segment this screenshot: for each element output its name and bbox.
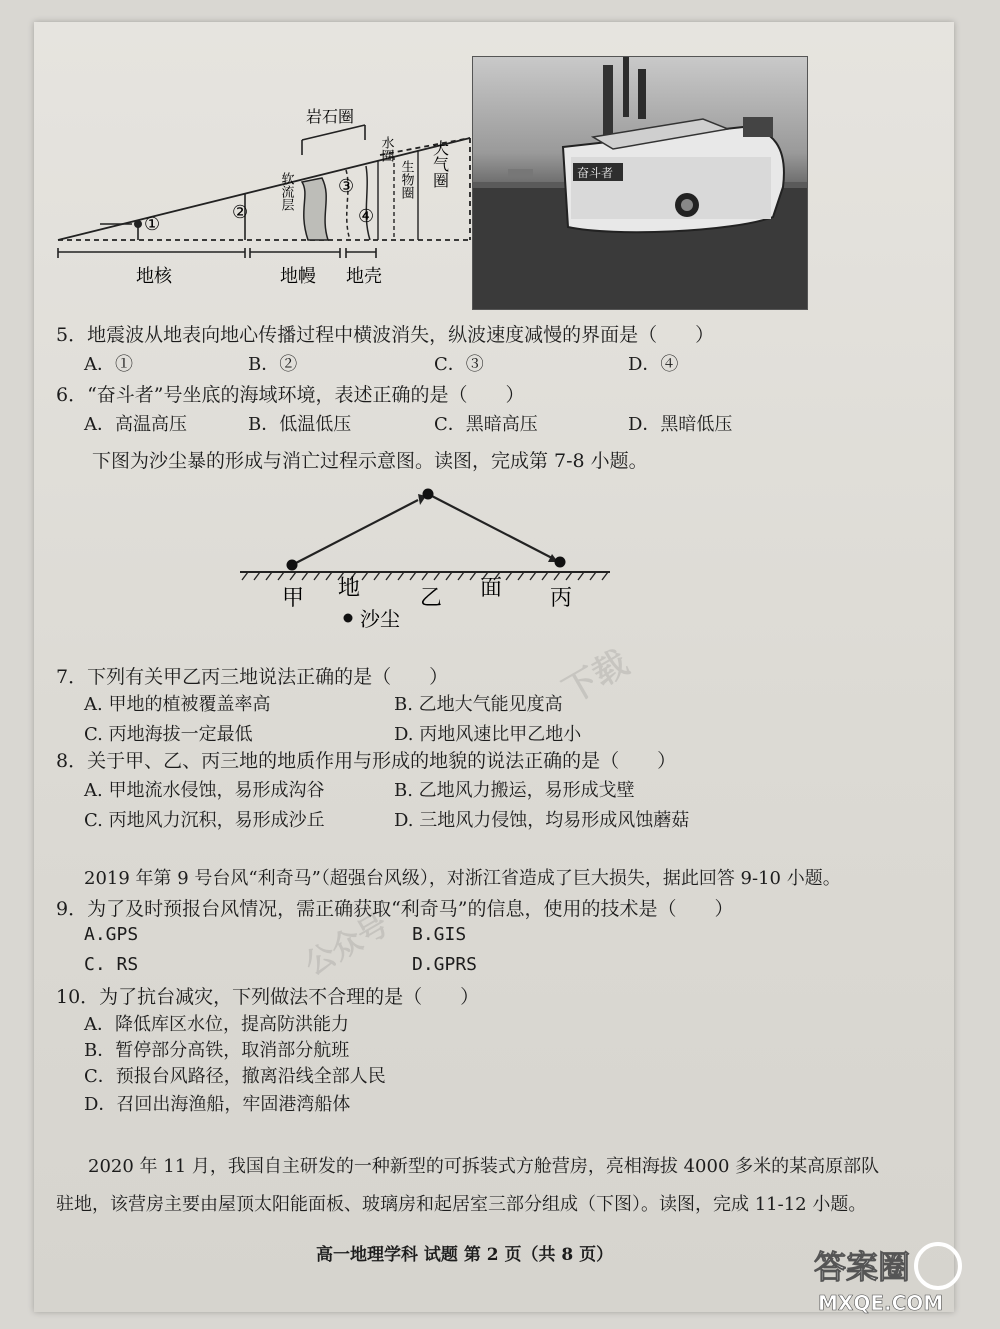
marker-1: ① [144, 214, 161, 235]
q9-option-b[interactable]: B.GIS [412, 924, 467, 945]
submersible-photo [472, 56, 808, 310]
q5-option-b[interactable]: B．② [248, 354, 298, 375]
marker-4: ④ [358, 206, 375, 227]
hydrosphere-label: 水圈 [378, 136, 394, 162]
atmosphere-label: 大气圈 [430, 140, 450, 188]
q9-option-a[interactable]: A.GPS [84, 924, 139, 945]
q8-stem: 8．关于甲、乙、丙三地的地质作用与形成的地貌的说法正确的是（ ） [56, 750, 677, 772]
logo-url: MXQE.COM [818, 1291, 944, 1315]
intro-9-10: 2019 年第 9 号台风“利奇马”（超强台风级），对浙江省造成了巨大损失，据此回答 9-10 小题。 [84, 868, 841, 889]
q6-option-d[interactable]: D．黑暗低压 [628, 414, 733, 435]
logo-main: 答案圈 [814, 1248, 911, 1286]
sandstorm-diagram [230, 480, 630, 640]
q9-option-d[interactable]: D.GPRS [412, 954, 478, 975]
marker-3: ③ [338, 176, 355, 197]
q10-option-d[interactable]: D．召回出海渔船，牢固港湾船体 [84, 1094, 351, 1115]
q9-option-c[interactable]: C. RS [84, 954, 139, 975]
intro-7-8: 下图为沙尘暴的形成与消亡过程示意图。读图，完成第 7-8 小题。 [92, 450, 648, 472]
q10-option-a[interactable]: A．降低库区水位，提高防洪能力 [84, 1014, 349, 1035]
q8-option-d[interactable]: D. 三地风力侵蚀，均易形成风蚀蘑菇 [394, 810, 690, 831]
q10-option-c[interactable]: C．预报台风路径，撤离沿线全部人民 [84, 1066, 386, 1087]
q9-stem: 9．为了及时预报台风情况，需正确获取“利奇马”的信息，使用的技术是（ ） [56, 898, 734, 920]
site-logo [810, 1238, 970, 1318]
intro-11-12-line1: 2020 年 11 月，我国自主研发的一种新型的可拆装式方舱营房，亮相海拔 4000 多米的某高原部队 [88, 1156, 880, 1177]
q5-option-c[interactable]: C．③ [434, 354, 484, 375]
q5-option-d[interactable]: D．④ [628, 354, 679, 375]
page-footer: 高一地理学科 试题 第 2 页（共 8 页） [316, 1245, 614, 1265]
q7-option-a[interactable]: A. 甲地的植被覆盖率高 [84, 694, 271, 715]
legend-dust: 沙尘 [360, 607, 400, 631]
q6-stem: 6．“奋斗者”号坐底的海域环境，表述正确的是（ ） [56, 384, 525, 406]
point-yi: 乙 [420, 586, 443, 611]
q7-option-c[interactable]: C. 丙地海拔一定最低 [84, 724, 253, 745]
q6-option-c[interactable]: C．黑暗高压 [434, 414, 538, 435]
point-bing: 丙 [550, 586, 573, 611]
intro-11-12-line2: 驻地，该营房主要由屋顶太阳能面板、玻璃房和起居室三部分组成（下图）。读图，完成 11-12 小题。 [56, 1194, 867, 1215]
q6-option-a[interactable]: A．高温高压 [84, 414, 187, 435]
hull-text: 奋斗者 [577, 166, 614, 180]
biosphere-label: 生物圈 [398, 160, 414, 199]
asthenosphere-label: 软流层 [278, 172, 294, 211]
q7-stem: 7．下列有关甲乙丙三地说法正确的是（ ） [56, 666, 449, 688]
crust-label: 地壳 [346, 266, 382, 287]
q5-option-a[interactable]: A．① [84, 354, 133, 375]
q8-option-b[interactable]: B. 乙地风力搬运，易形成戈壁 [394, 780, 635, 801]
point-jia: 甲 [282, 586, 305, 611]
ground-di: 地 [338, 576, 361, 601]
ground-mian: 面 [480, 576, 503, 601]
q5-stem: 5．地震波从地表向地心传播过程中横波消失，纵波速度减慢的界面是（ ） [56, 324, 715, 346]
q6-option-b[interactable]: B．低温低压 [248, 414, 352, 435]
mantle-label: 地幔 [280, 266, 316, 287]
lithosphere-label: 岩石圈 [306, 107, 355, 126]
q10-stem: 10．为了抗台减灾，下列做法不合理的是（ ） [56, 986, 480, 1008]
q7-option-b[interactable]: B. 乙地大气能见度高 [394, 694, 563, 715]
marker-2: ② [232, 202, 249, 223]
q8-option-a[interactable]: A. 甲地流水侵蚀，易形成沟谷 [84, 780, 325, 801]
q7-option-d[interactable]: D. 丙地风速比甲乙地小 [394, 724, 582, 745]
earth-layers-diagram [40, 100, 480, 300]
core-label: 地核 [136, 266, 172, 287]
q8-option-c[interactable]: C. 丙地风力沉积，易形成沙丘 [84, 810, 325, 831]
q10-option-b[interactable]: B．暂停部分高铁，取消部分航班 [84, 1040, 350, 1061]
